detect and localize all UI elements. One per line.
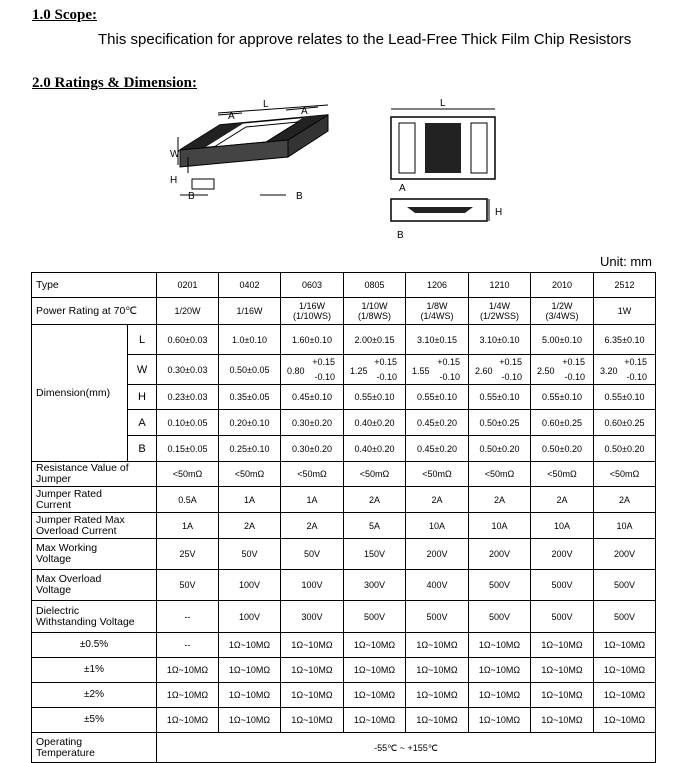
value-cell: 1Ω~10MΩ bbox=[406, 658, 469, 683]
cell-line: 1/16W bbox=[299, 301, 326, 311]
value-cell bbox=[157, 298, 219, 325]
value-cell: 2A bbox=[594, 487, 656, 513]
value-cell: 50V bbox=[281, 539, 344, 570]
ratings-table bbox=[31, 272, 656, 763]
value-cell: 0.10±0.05 bbox=[157, 410, 219, 436]
value-cell: 0805 bbox=[344, 273, 406, 298]
tol-plus: +0.15 bbox=[437, 357, 461, 367]
value-cell: 0.55±0.10 bbox=[344, 385, 406, 410]
value-cell: 2512 bbox=[594, 273, 656, 298]
value-cell: -- bbox=[157, 601, 219, 633]
value-cell: 1Ω~10MΩ bbox=[281, 633, 344, 658]
value-cell: <50mΩ bbox=[594, 462, 656, 487]
tol-minus: -0.10 bbox=[626, 372, 648, 382]
side-label-h: H bbox=[495, 207, 503, 218]
value-cell bbox=[469, 355, 531, 385]
dimension-sub-label: L bbox=[128, 325, 157, 355]
row-label: Power Rating at 70℃ bbox=[32, 298, 157, 325]
side-label-a: A bbox=[399, 183, 406, 194]
resistor-3d-diagram bbox=[168, 95, 348, 235]
value-cell: 1Ω~10MΩ bbox=[344, 633, 406, 658]
tolerance-label: ±2% bbox=[32, 683, 157, 708]
side-label-b: B bbox=[397, 230, 404, 241]
value-cell: <50mΩ bbox=[531, 462, 594, 487]
value-cell: 1Ω~10MΩ bbox=[157, 658, 219, 683]
value-cell: 1Ω~10MΩ bbox=[469, 708, 531, 733]
value-cell: 1206 bbox=[406, 273, 469, 298]
tol-main: 2.50 bbox=[537, 366, 555, 376]
tol-minus: -0.10 bbox=[314, 372, 336, 382]
cell-line: 1/10W bbox=[361, 301, 388, 311]
label-w: W bbox=[170, 149, 180, 160]
value-cell bbox=[594, 355, 656, 385]
cell-line: Jumper Rated Max bbox=[36, 513, 125, 526]
value-cell: <50mΩ bbox=[219, 462, 281, 487]
value-cell bbox=[531, 298, 594, 325]
tol-main: 1.25 bbox=[350, 366, 368, 376]
value-cell: 0201 bbox=[157, 273, 219, 298]
value-cell: 1Ω~10MΩ bbox=[281, 683, 344, 708]
value-cell: 1Ω~10MΩ bbox=[531, 633, 594, 658]
tol-main: 1.55 bbox=[412, 366, 430, 376]
tol-minus: -0.10 bbox=[376, 372, 398, 382]
value-cell: 3.10±0.10 bbox=[469, 325, 531, 355]
value-cell: 500V bbox=[531, 601, 594, 633]
value-cell: 0402 bbox=[219, 273, 281, 298]
value-cell: 300V bbox=[281, 601, 344, 633]
value-cell: 1Ω~10MΩ bbox=[344, 683, 406, 708]
value-cell: 0.35±0.05 bbox=[219, 385, 281, 410]
value-cell: 0.55±0.10 bbox=[469, 385, 531, 410]
value-cell: 100V bbox=[281, 570, 344, 601]
value-cell: 1Ω~10MΩ bbox=[594, 633, 656, 658]
row-label bbox=[32, 733, 157, 763]
dimension-sub-label: A bbox=[128, 410, 157, 436]
label-a-right: A bbox=[301, 106, 308, 117]
cell-line: 1W bbox=[617, 306, 632, 316]
value-cell: <50mΩ bbox=[281, 462, 344, 487]
value-cell: 0.30±0.03 bbox=[157, 355, 219, 385]
cell-line: Operating bbox=[36, 735, 83, 748]
cell-line: Jumper bbox=[36, 473, 72, 485]
row-label bbox=[32, 487, 157, 513]
max_working-row bbox=[32, 539, 656, 570]
cell-line: Voltage bbox=[36, 584, 72, 596]
value-cell: 25V bbox=[157, 539, 219, 570]
cell-line: (1/2WSS) bbox=[480, 311, 520, 321]
value-cell: 1Ω~10MΩ bbox=[594, 683, 656, 708]
value-cell: 1Ω~10MΩ bbox=[219, 683, 281, 708]
value-cell: 1A bbox=[281, 487, 344, 513]
power-row bbox=[32, 298, 656, 325]
cell-line: (1/8WS) bbox=[358, 311, 392, 321]
value-cell: 0.60±0.25 bbox=[531, 410, 594, 436]
value-cell: 0.50±0.05 bbox=[219, 355, 281, 385]
value-cell: <50mΩ bbox=[406, 462, 469, 487]
label-b-right: B bbox=[296, 191, 303, 202]
value-cell: 400V bbox=[406, 570, 469, 601]
value-cell: 1Ω~10MΩ bbox=[344, 708, 406, 733]
value-cell: 0.45±0.10 bbox=[281, 385, 344, 410]
value-cell: 1Ω~10MΩ bbox=[157, 683, 219, 708]
value-cell: 1Ω~10MΩ bbox=[344, 658, 406, 683]
value-cell: 1.0±0.10 bbox=[219, 325, 281, 355]
dielectric-row bbox=[32, 601, 656, 633]
tol-plus: +0.15 bbox=[312, 357, 336, 367]
value-cell bbox=[594, 298, 656, 325]
tol_5-row bbox=[32, 708, 656, 733]
value-cell: 0.15±0.05 bbox=[157, 436, 219, 462]
value-cell bbox=[406, 298, 469, 325]
value-cell: 2.00±0.15 bbox=[344, 325, 406, 355]
value-cell: 1A bbox=[157, 513, 219, 539]
value-cell: 10A bbox=[469, 513, 531, 539]
value-cell: 200V bbox=[531, 539, 594, 570]
value-cell: 1Ω~10MΩ bbox=[281, 658, 344, 683]
value-cell: 2A bbox=[469, 487, 531, 513]
value-cell: 50V bbox=[157, 570, 219, 601]
value-cell: 5.00±0.10 bbox=[531, 325, 594, 355]
value-cell: 2A bbox=[531, 487, 594, 513]
value-cell: 1Ω~10MΩ bbox=[157, 708, 219, 733]
value-cell bbox=[344, 298, 406, 325]
cell-line: Max Overload bbox=[36, 573, 102, 585]
label-h: H bbox=[170, 175, 178, 186]
value-cell: 0.50±0.25 bbox=[469, 410, 531, 436]
value-cell: 0.55±0.10 bbox=[406, 385, 469, 410]
tol-minus: -0.10 bbox=[501, 372, 523, 382]
value-cell: 2A bbox=[344, 487, 406, 513]
value-cell: <50mΩ bbox=[157, 462, 219, 487]
cell-line: 1/20W bbox=[174, 306, 201, 316]
resistance_jumper-row bbox=[32, 462, 656, 487]
value-cell: 0.50±0.20 bbox=[469, 436, 531, 462]
scope-text: This specification for approve relates to the Lead-Free Thick Film Chip Resistors bbox=[98, 31, 632, 48]
value-cell: 1.60±0.10 bbox=[281, 325, 344, 355]
cell-line: Overload Current bbox=[36, 524, 117, 537]
value-cell: 0.60±0.03 bbox=[157, 325, 219, 355]
row-label bbox=[32, 513, 157, 539]
value-cell: 1Ω~10MΩ bbox=[531, 683, 594, 708]
value-cell: 300V bbox=[344, 570, 406, 601]
cell-line: 1/8W bbox=[426, 301, 448, 311]
side-view-layer bbox=[407, 207, 473, 213]
tol-minus: -0.10 bbox=[564, 372, 586, 382]
cell-line: Resistance Value of bbox=[36, 462, 129, 474]
max_overload-row bbox=[32, 570, 656, 601]
tol_2-row bbox=[32, 683, 656, 708]
top-view-resistive-layer bbox=[425, 123, 461, 173]
cell-line: Dielectric bbox=[36, 604, 80, 617]
value-cell bbox=[281, 355, 344, 385]
value-cell: 0.30±0.20 bbox=[281, 410, 344, 436]
value-cell: 1Ω~10MΩ bbox=[469, 658, 531, 683]
dimension-sub-label: B bbox=[128, 436, 157, 462]
value-cell: 10A bbox=[594, 513, 656, 539]
value-cell: 1Ω~10MΩ bbox=[219, 658, 281, 683]
operating-temperature-value: -55℃ ~ +155℃ bbox=[157, 733, 656, 763]
value-cell: 150V bbox=[344, 539, 406, 570]
top-label-l: L bbox=[440, 98, 446, 109]
value-cell: 500V bbox=[469, 570, 531, 601]
value-cell: 0.50±0.20 bbox=[594, 436, 656, 462]
value-cell: <50mΩ bbox=[469, 462, 531, 487]
tolerance-label: ±1% bbox=[32, 658, 157, 683]
label-b-left: B bbox=[188, 191, 195, 202]
cell-line: Jumper Rated bbox=[36, 487, 102, 500]
tol-main: 3.20 bbox=[600, 366, 618, 376]
value-cell: 500V bbox=[594, 570, 656, 601]
value-cell: 0.23±0.03 bbox=[157, 385, 219, 410]
cell-line: (1/10WS) bbox=[293, 311, 332, 321]
tol-plus: +0.15 bbox=[499, 357, 523, 367]
value-cell: 2A bbox=[406, 487, 469, 513]
value-cell: 2A bbox=[281, 513, 344, 539]
value-cell: 1Ω~10MΩ bbox=[406, 708, 469, 733]
value-cell: 0.30±0.20 bbox=[281, 436, 344, 462]
value-cell: 0.20±0.10 bbox=[219, 410, 281, 436]
value-cell bbox=[531, 355, 594, 385]
value-cell: -- bbox=[157, 633, 219, 658]
value-cell: 50V bbox=[219, 539, 281, 570]
tolerance-label: ±5% bbox=[32, 708, 157, 733]
value-cell: 1Ω~10MΩ bbox=[219, 708, 281, 733]
value-cell: 1Ω~10MΩ bbox=[406, 683, 469, 708]
cell-line: Current bbox=[36, 498, 72, 511]
row-label bbox=[32, 601, 157, 633]
value-cell: 200V bbox=[594, 539, 656, 570]
top-view-right-terminal bbox=[471, 123, 487, 173]
row-label bbox=[32, 539, 157, 570]
value-cell: 1Ω~10MΩ bbox=[531, 658, 594, 683]
value-cell: 1Ω~10MΩ bbox=[594, 708, 656, 733]
value-cell: 0.40±0.20 bbox=[344, 436, 406, 462]
value-cell: 6.35±0.10 bbox=[594, 325, 656, 355]
value-cell: 500V bbox=[469, 601, 531, 633]
value-cell: 2010 bbox=[531, 273, 594, 298]
tol-main: 0.80 bbox=[287, 366, 305, 376]
tolerance-label: ±0.5% bbox=[32, 633, 157, 658]
value-cell: 100V bbox=[219, 601, 281, 633]
value-cell: 0.50±0.20 bbox=[531, 436, 594, 462]
jumper_overload-row bbox=[32, 513, 656, 539]
cell-line: 1/16W bbox=[236, 306, 263, 316]
tol-plus: +0.15 bbox=[374, 357, 398, 367]
value-cell bbox=[406, 355, 469, 385]
tol-plus: +0.15 bbox=[562, 357, 586, 367]
value-cell: 200V bbox=[469, 539, 531, 570]
row-label: Type bbox=[32, 273, 157, 298]
cell-line: 1/4W bbox=[489, 301, 511, 311]
cell-line: Max Working bbox=[36, 542, 98, 554]
value-cell: 500V bbox=[531, 570, 594, 601]
cell-line: Withstanding Voltage bbox=[36, 615, 135, 628]
value-cell: 0.25±0.10 bbox=[219, 436, 281, 462]
value-cell: 1Ω~10MΩ bbox=[531, 708, 594, 733]
value-cell: 1Ω~10MΩ bbox=[469, 633, 531, 658]
value-cell bbox=[469, 298, 531, 325]
value-cell: 0.45±0.20 bbox=[406, 410, 469, 436]
cell-line: (1/4WS) bbox=[420, 311, 454, 321]
dimension-sub-label: W bbox=[128, 355, 157, 385]
value-cell bbox=[281, 298, 344, 325]
label-a-left: A bbox=[228, 111, 235, 122]
tol-minus: -0.10 bbox=[439, 372, 461, 382]
value-cell: 10A bbox=[531, 513, 594, 539]
row-label bbox=[32, 462, 157, 487]
dimension-row-dim_L bbox=[32, 325, 656, 355]
row-label bbox=[32, 570, 157, 601]
top-view-left-terminal bbox=[399, 123, 415, 173]
dimension-label: Dimension(mm) bbox=[32, 325, 128, 462]
value-cell: 1Ω~10MΩ bbox=[219, 633, 281, 658]
value-cell: 0.55±0.10 bbox=[594, 385, 656, 410]
value-cell: 1Ω~10MΩ bbox=[406, 633, 469, 658]
tol_05-row bbox=[32, 633, 656, 658]
value-cell: 500V bbox=[344, 601, 406, 633]
tol-main: 2.60 bbox=[475, 366, 493, 376]
scope-title: 1.0 Scope: bbox=[32, 7, 97, 23]
value-cell: 0.5A bbox=[157, 487, 219, 513]
value-cell: <50mΩ bbox=[344, 462, 406, 487]
ratings-title: 2.0 Ratings & Dimension: bbox=[32, 75, 198, 91]
value-cell: 1Ω~10MΩ bbox=[281, 708, 344, 733]
value-cell: 2A bbox=[219, 513, 281, 539]
operating-row bbox=[32, 733, 656, 763]
value-cell: 0603 bbox=[281, 273, 344, 298]
value-cell bbox=[219, 298, 281, 325]
unit-label: Unit: mm bbox=[600, 254, 652, 269]
value-cell: 100V bbox=[219, 570, 281, 601]
cell-line: (3/4WS) bbox=[545, 311, 579, 321]
value-cell: 500V bbox=[594, 601, 656, 633]
cell-line: Temperature bbox=[36, 746, 95, 759]
cell-line: Voltage bbox=[36, 553, 72, 565]
type-row bbox=[32, 273, 656, 298]
label-l: L bbox=[263, 99, 269, 110]
value-cell: 10A bbox=[406, 513, 469, 539]
tol_1-row bbox=[32, 658, 656, 683]
value-cell: 1Ω~10MΩ bbox=[469, 683, 531, 708]
value-cell: 200V bbox=[406, 539, 469, 570]
value-cell: 500V bbox=[406, 601, 469, 633]
resistor-top-side-diagram bbox=[385, 95, 505, 245]
value-cell: 3.10±0.15 bbox=[406, 325, 469, 355]
cell-line: 1/2W bbox=[551, 301, 573, 311]
value-cell: 1Ω~10MΩ bbox=[594, 658, 656, 683]
value-cell bbox=[344, 355, 406, 385]
dimension-sub-label: H bbox=[128, 385, 157, 410]
value-cell: 0.55±0.10 bbox=[531, 385, 594, 410]
value-cell: 0.60±0.25 bbox=[594, 410, 656, 436]
value-cell: 0.45±0.20 bbox=[406, 436, 469, 462]
value-cell: 1A bbox=[219, 487, 281, 513]
jumper_current-row bbox=[32, 487, 656, 513]
tol-plus: +0.15 bbox=[624, 357, 648, 367]
value-cell: 1210 bbox=[469, 273, 531, 298]
value-cell: 5A bbox=[344, 513, 406, 539]
value-cell: 0.40±0.20 bbox=[344, 410, 406, 436]
